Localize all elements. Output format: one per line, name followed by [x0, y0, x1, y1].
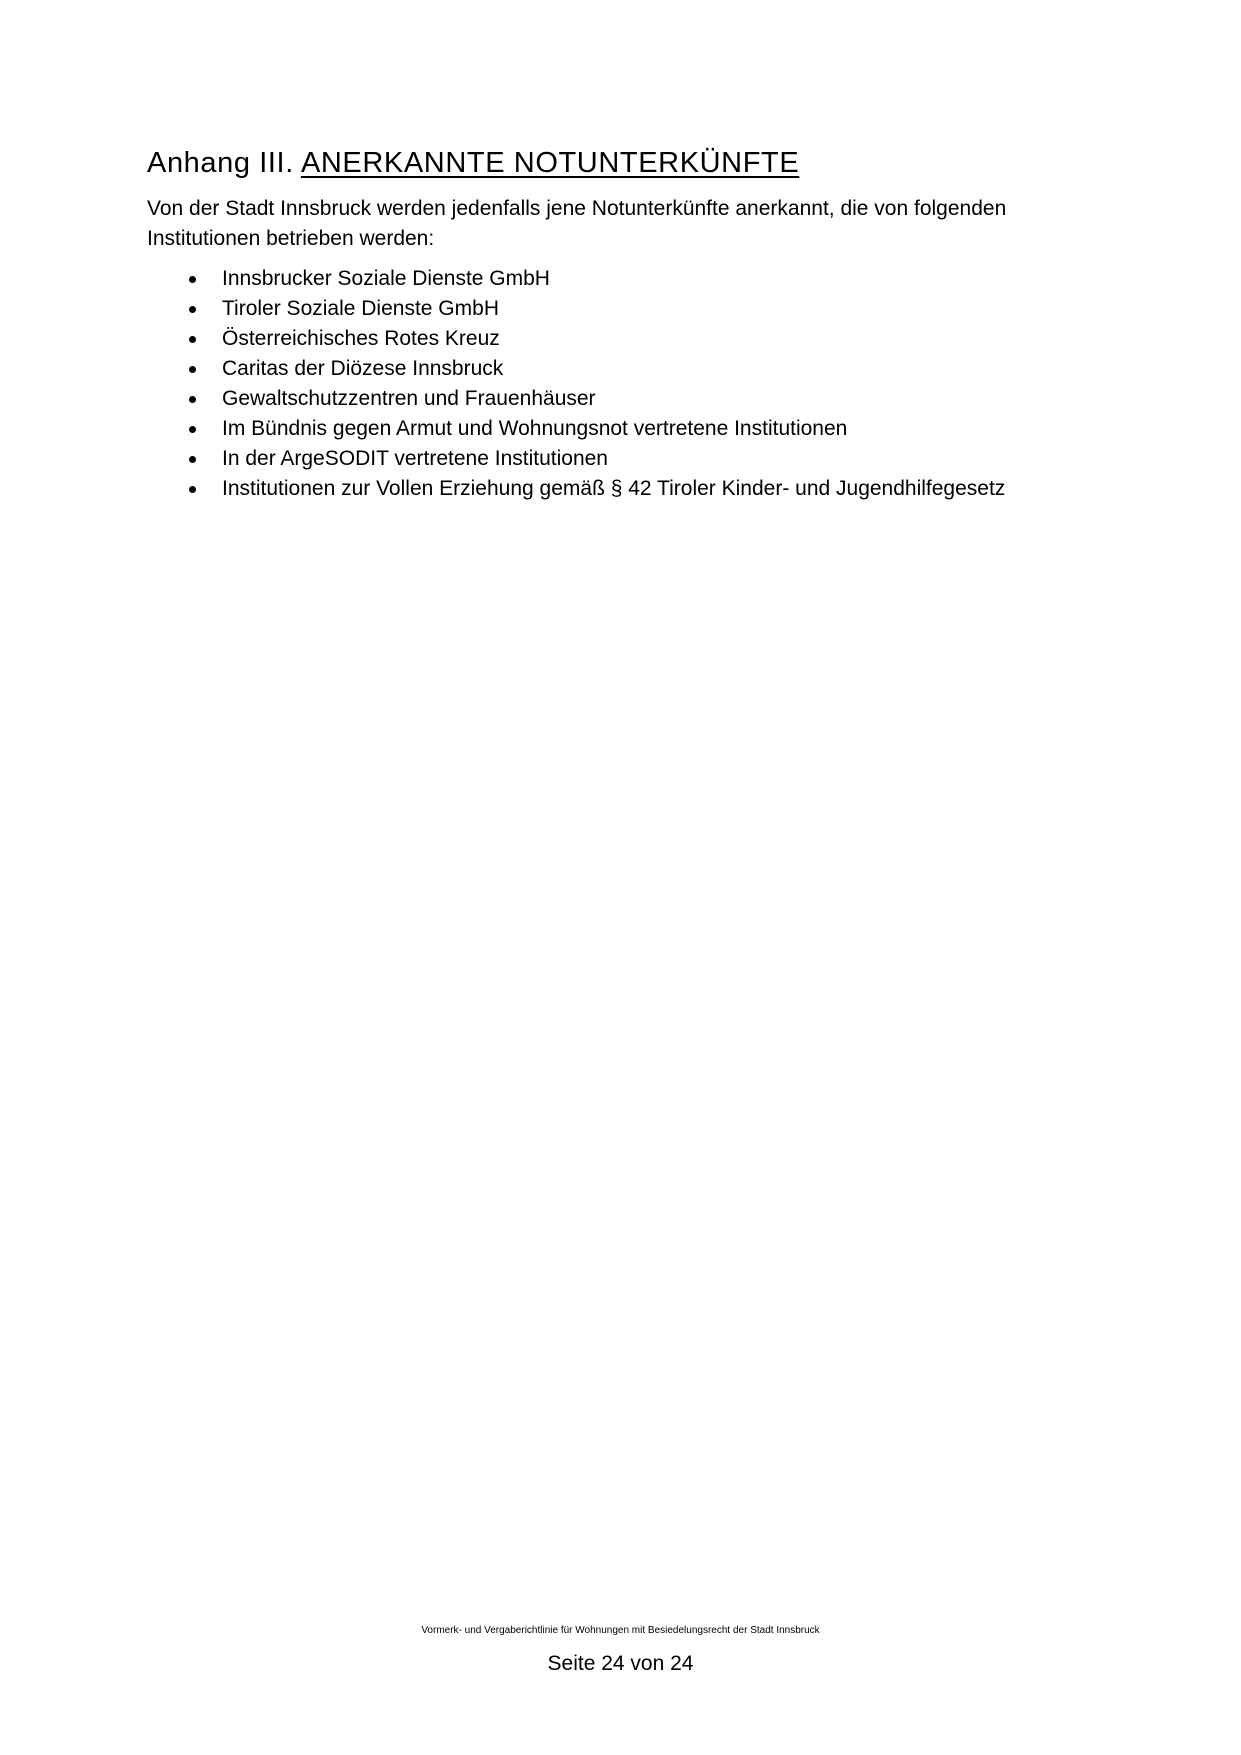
bullet-icon — [189, 456, 196, 463]
footer-document-title: Vormerk- und Vergaberichtlinie für Wohnungen mit Besiedelungsrecht der Stadt Innsbruck — [421, 1625, 820, 1636]
list-item-text: In der ArgeSODIT vertretene Institutionen — [222, 447, 608, 470]
institution-list — [147, 264, 1107, 504]
list-item — [147, 384, 1107, 414]
bullet-icon — [189, 306, 196, 313]
list-item — [147, 264, 1107, 294]
list-item-text: Im Bündnis gegen Armut und Wohnungsnot vertretene Institutionen — [222, 417, 848, 440]
list-item-text: Gewaltschutzzentren und Frauenhäuser — [222, 387, 596, 410]
list-item — [147, 354, 1107, 384]
heading-title: ANERKANNTE NOTUNTERKÜNFTE — [300, 147, 800, 179]
section-heading — [147, 144, 799, 182]
list-item-text: Caritas der Diözese Innsbruck — [222, 357, 504, 380]
list-item — [147, 324, 1107, 354]
intro-paragraph: Von der Stadt Innsbruck werden jedenfalls jene Notunterkünfte anerkannt, die von folgenden Institutionen betrieben werden: — [147, 197, 1007, 250]
list-item — [147, 474, 1107, 504]
list-item — [147, 294, 1107, 324]
heading-prefix: Anhang III. — [147, 147, 294, 179]
bullet-icon — [189, 336, 196, 343]
bullet-icon — [189, 426, 196, 433]
bullet-icon — [189, 486, 196, 493]
list-item-text: Österreichisches Rotes Kreuz — [222, 327, 500, 350]
bullet-icon — [189, 276, 196, 283]
list-item-text: Tiroler Soziale Dienste GmbH — [222, 297, 499, 320]
list-item — [147, 414, 1107, 444]
list-item-text: Institutionen zur Vollen Erziehung gemäß § 42 Tiroler Kinder- und Jugendhilfegesetz — [222, 477, 1006, 500]
bullet-icon — [189, 396, 196, 403]
list-item-text: Innsbrucker Soziale Dienste GmbH — [222, 267, 550, 290]
bullet-icon — [189, 366, 196, 373]
footer-page-number: Seite 24 von 24 — [547, 1652, 694, 1675]
list-item — [147, 444, 1107, 474]
